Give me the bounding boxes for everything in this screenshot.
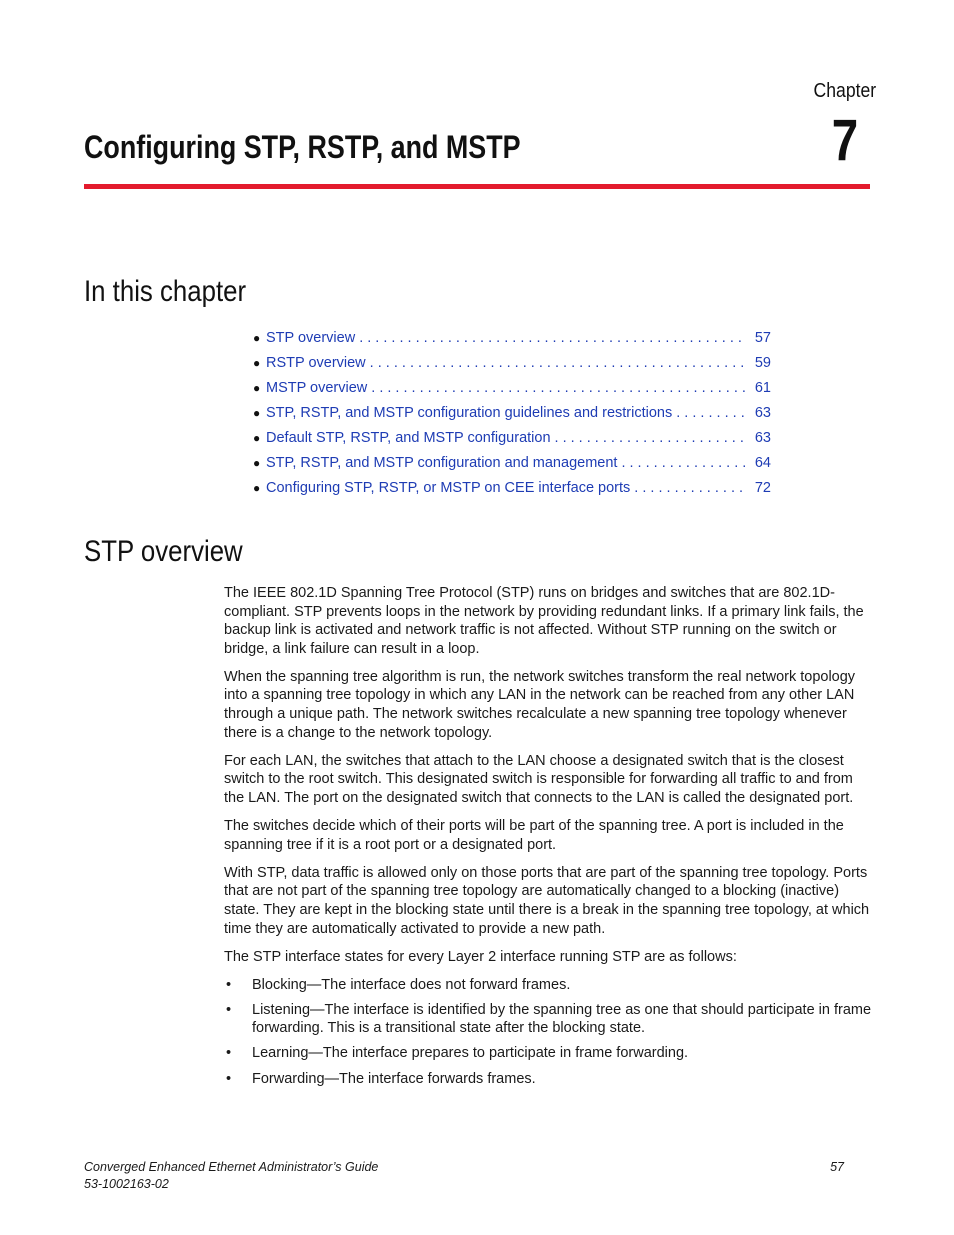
bullet-icon: • [226,1001,232,1018]
bullet-icon: ● [253,481,261,495]
toc-page-link[interactable]: 72 [754,480,771,496]
paragraph: With STP, data traffic is allowed only on those ports that are part of the spanning tree topology. Ports that are not part of the spanning tree topology are automatically changed to a blocking (inactive) state. They are kept in the blocking state until there is a break in the spanning tree topology, at which time they are automatically activated to provide a new path. [224,864,870,937]
in-this-chapter-heading: In this chapter [84,275,247,308]
bullet-icon: ● [253,356,261,370]
list-item [224,976,874,995]
bullet-icon: ● [253,456,261,470]
list-item [224,1070,874,1089]
paragraph: When the spanning tree algorithm is run, the network switches transform the real network topology into a spanning tree topology in which any LAN in the network can be reached from any other LAN through a unique path. The network switches recalculate a new spanning tree topology whenever there is a change to the network topology. [224,668,856,741]
toc-page-link[interactable]: 64 [754,455,771,471]
footer-page-number: 57 [830,1160,844,1174]
toc-link[interactable]: Configuring STP, RSTP, or MSTP on CEE interface ports [266,480,631,496]
paragraph: The STP interface states for every Layer 2 interface running STP are as follows: [224,948,737,965]
list-item-text: Learning—The interface prepares to participate in frame forwarding. [252,1045,689,1062]
page-footer [84,1159,844,1193]
bullet-icon: ● [253,431,261,445]
footer-guide-title: Converged Enhanced Ethernet Administrator’s Guide [84,1160,379,1174]
bullet-icon: • [226,1045,232,1062]
toc-link[interactable]: MSTP overview [266,380,368,396]
toc-item[interactable] [253,405,771,430]
chapter-toc [253,330,771,505]
toc-leader [370,355,745,371]
paragraph: For each LAN, the switches that attach to the LAN choose a designated switch that is the closest switch to the root switch. This designated switch is responsible for forwarding all traffic to and from the LAN. The port on the designated switch that connects to the LAN is called the designated port. [224,752,854,806]
list-item [224,1001,874,1038]
toc-page-link[interactable]: 63 [754,405,771,421]
toc-link[interactable]: STP overview [266,330,356,346]
toc-link[interactable]: RSTP overview [266,355,366,371]
toc-item[interactable] [253,380,771,405]
chapter-title: Configuring STP, RSTP, and MSTP [84,129,521,165]
toc-leader [634,480,745,496]
list-item-text: Blocking—The interface does not forward frames. [252,976,571,993]
chapter-number: 7 [831,108,858,173]
toc-item[interactable] [253,330,771,355]
bullet-icon: ● [253,406,261,420]
stp-states-list [224,976,874,1088]
toc-item[interactable] [253,355,771,380]
bullet-icon: • [226,1070,232,1087]
bullet-icon: ● [253,381,261,395]
toc-page-link[interactable]: 59 [754,355,771,371]
toc-leader [555,430,745,446]
toc-page-link[interactable]: 57 [754,330,771,346]
toc-link[interactable]: Default STP, RSTP, and MSTP configuration [266,430,551,446]
toc-item[interactable] [253,430,771,455]
footer-doc-number: 53-1002163-02 [84,1177,169,1191]
toc-leader [359,330,745,346]
bullet-icon: • [226,976,232,993]
chapter-label: Chapter [813,80,876,102]
toc-item[interactable] [253,455,771,480]
toc-page-link[interactable]: 63 [754,430,771,446]
toc-link[interactable]: STP, RSTP, and MSTP configuration guidelines and restrictions [266,405,673,421]
toc-page-link[interactable]: 61 [754,380,771,396]
bullet-icon: ● [253,331,261,345]
stp-overview-body [224,584,874,1095]
toc-link[interactable]: STP, RSTP, and MSTP configuration and management [266,455,618,471]
chapter-title-rule [84,184,870,189]
toc-leader [621,455,745,471]
list-item [224,1044,874,1063]
list-item-text: Forwarding—The interface forwards frames. [252,1070,536,1087]
list-item-text: Listening—The interface is identified by the spanning tree as one that should participate in frame forwarding. This is a transitional state after the blocking state. [252,1001,872,1037]
paragraph: The IEEE 802.1D Spanning Tree Protocol (STP) runs on bridges and switches that are 802.1D-compliant. STP prevents loops in the network by providing redundant links. If a primary link fails, the backup link is activated and network traffic is not affected. Without STP running on the switch or bridge, a link failure can result in a loop. [224,585,864,657]
toc-leader [371,380,745,396]
paragraph: The switches decide which of their ports will be part of the spanning tree. A port is included in the spanning tree if it is a root port or a designated port. [224,818,844,853]
stp-overview-heading: STP overview [84,535,243,568]
toc-leader [676,405,745,421]
toc-item[interactable] [253,480,771,505]
